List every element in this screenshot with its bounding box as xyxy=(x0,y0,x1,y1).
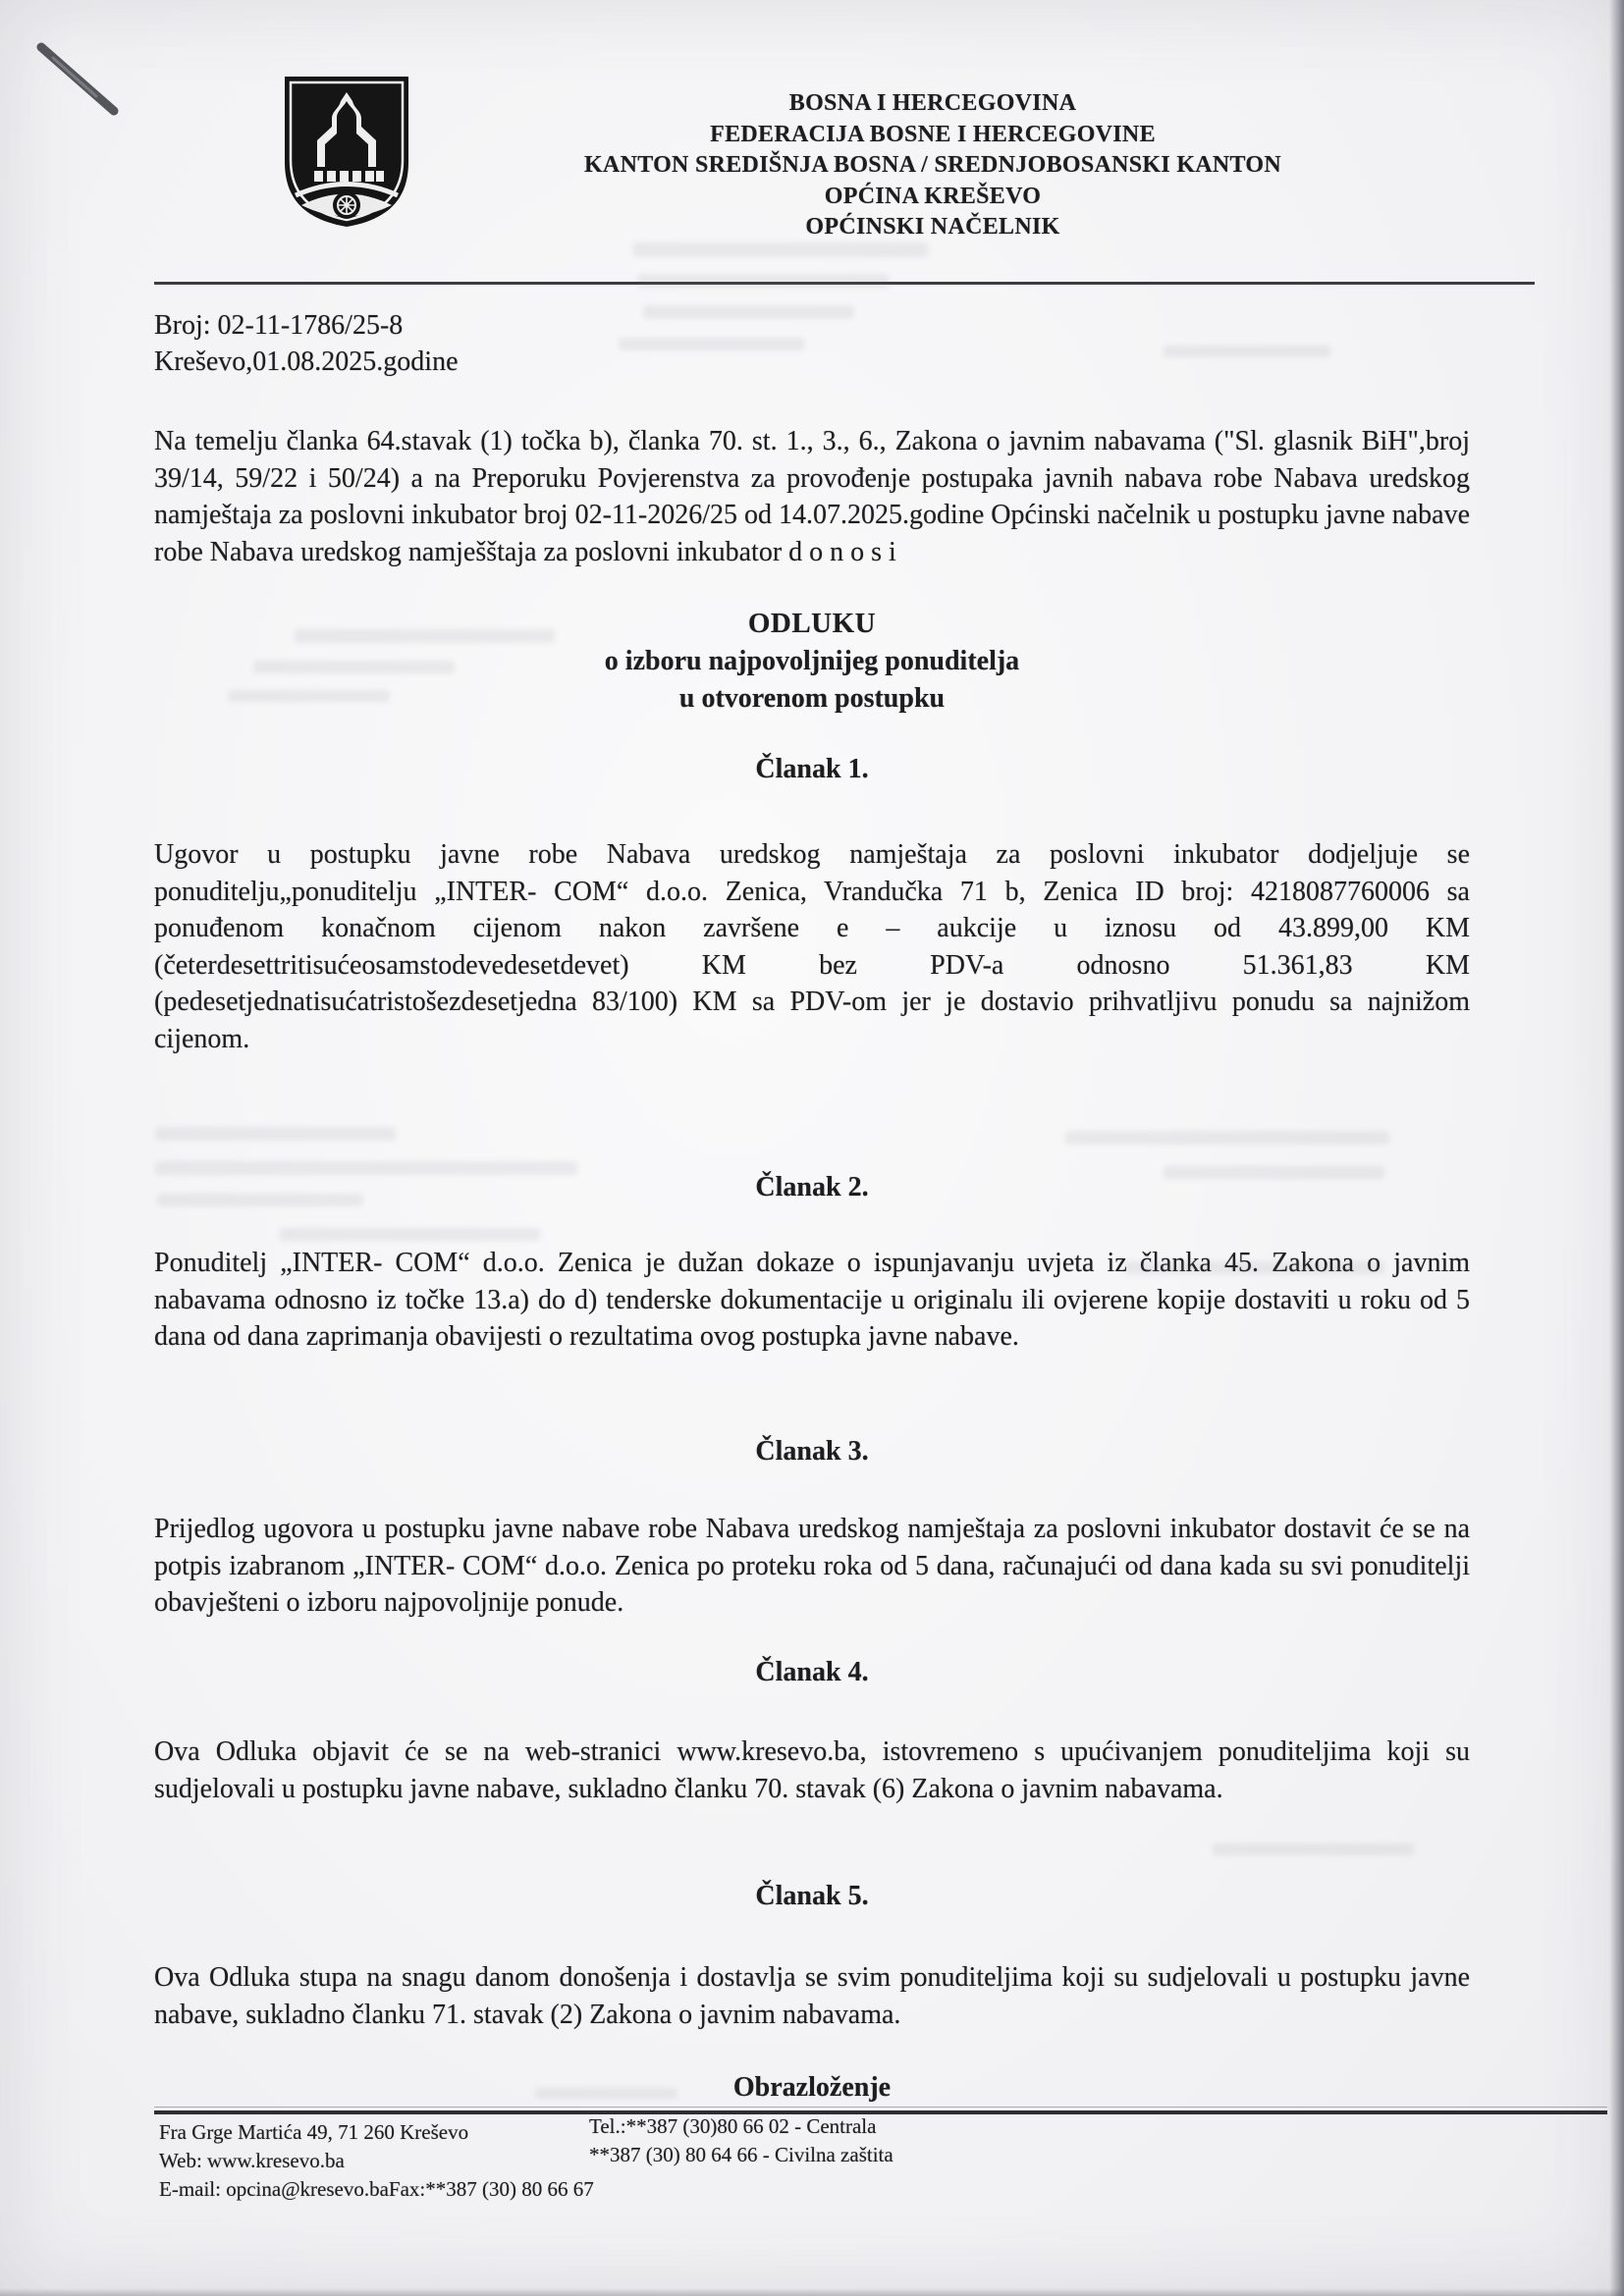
article-3-body: Prijedlog ugovora u postupku javne nabave robe Nabava uredskog namještaja za poslovni inkubator dostavit će se na potpis izabranom „INTER- COM“ d.o.o. Zenica po proteku roka od 5 dana, računajući od dana kada su svi ponuditelji obavješteni o izboru najpovoljnije ponude. xyxy=(154,1514,1470,1618)
article-1-heading: Članak 1. xyxy=(755,754,869,784)
footer-tel-centrala: Tel.:**387 (30)80 66 02 - Centrala xyxy=(589,2114,877,2138)
corner-pen-mark xyxy=(20,29,137,128)
decision-title: ODLUKU xyxy=(747,608,877,639)
obrazlozenje-heading: Obrazloženje xyxy=(732,2072,892,2103)
org-header xyxy=(412,88,1453,243)
article-1-body: Ugovor u postupku javne robe Nabava uredskog namještaja za poslovni inkubator dodjeljuje se ponuditelju„ponuditelju „INTER- COM“ d.o.o. Zenica, Vrandučka 71 b, Zenica ID broj: 4218087760006 sa ponuđenom konačnom cijenom nakon završene e – aukcije u iznosu od 43.899,00 KM (četerdesettritisućeosamstodevedesetdevet) KM bez PDV-a odnosno 51.361,83 KM (pedesetjednatisućatristošezdesetjedna 83/100) KM sa PDV-om jer je dostavio prihvatljivu ponudu sa najnižom cijenom. xyxy=(154,839,1470,1054)
bleed-through-artifact xyxy=(155,1127,396,1141)
bleed-through-artifact xyxy=(643,305,854,319)
bleed-through-artifact xyxy=(253,661,455,673)
bleed-through-artifact xyxy=(157,1194,363,1206)
article-3-heading: Članak 3. xyxy=(755,1436,869,1467)
article-4-heading: Članak 4. xyxy=(755,1657,869,1687)
decision-subtitle-2: u otvorenom postupku xyxy=(678,683,946,714)
org-line-mayor: OPĆINSKI NAČELNIK xyxy=(805,214,1060,240)
footer-address: Fra Grge Martića 49, 71 260 Kreševo xyxy=(159,2120,469,2144)
bleed-through-artifact xyxy=(1164,346,1330,357)
article-5-body: Ova Odluka stupa na snagu danom donošenja i dostavlja se svim ponuditeljima koji su sudjelovali u postupku javne nabave, sukladno članku 71. stavak (2) Zakona o javnim nabavama. xyxy=(154,1962,1470,2030)
org-line-federation: FEDERACIJA BOSNE I HERCEGOVINE xyxy=(710,121,1156,147)
bleed-through-artifact xyxy=(1065,1131,1389,1145)
bleed-through-artifact xyxy=(280,1228,540,1241)
bleed-through-artifact xyxy=(535,2088,677,2099)
doc-number: Broj: 02-11-1786/25-8 xyxy=(154,310,404,341)
bleed-through-artifact xyxy=(633,242,928,257)
footer-email-fax: E-mail: opcina@kresevo.baFax:**387 (30) 80 66 67 xyxy=(159,2177,594,2201)
article-4-body: Ova Odluka objavit će se na web-stranici www.kresevo.ba, istovremeno s upućivanjem ponuditeljima koji su sudjelovali u postupku javne nabave, sukladno članku 70. stavak (6) Zakona o javnim nabavama. xyxy=(154,1736,1470,1804)
footer-tel-civilna-zastita: **387 (30) 80 64 66 - Civilna zaštita xyxy=(589,2143,893,2166)
footer-right-column xyxy=(589,2112,893,2169)
decision-subtitle-1: o izboru najpovoljnijeg ponuditelja xyxy=(604,645,1020,676)
bleed-through-artifact xyxy=(619,338,805,350)
bleed-through-artifact xyxy=(295,629,555,643)
article-2-heading: Članak 2. xyxy=(755,1172,869,1202)
article-2-body: Ponuditelj „INTER- COM“ d.o.o. Zenica je dužan dokaze o ispunjavanju uvjeta iz članka 45. Zakona o javnim nabavama odnosno iz točke 13.a) do d) tenderske dokumentacije u originalu ili ovjerene kopije dostaviti u roku od 5 dana od dana zaprimanja obavijesti o rezultatima ovog postupka javne nabave. xyxy=(154,1248,1470,1352)
footer-rule-thin xyxy=(154,2107,1607,2108)
doc-place-date: Kreševo,01.08.2025.godine xyxy=(154,347,459,377)
org-line-canton: KANTON SREDIŠNJA BOSNA / SREDNJOBOSANSKI KANTON xyxy=(583,152,1282,178)
org-line-country: BOSNA I HERCEGOVINA xyxy=(788,90,1077,116)
preamble: Na temelju članka 64.stavak (1) točka b), članka 70. st. 1., 3., 6., Zakona o javnim nabavama ("Sl. glasnik BiH",broj 39/14, 59/22 i 50/24) a na Preporuku Povjerenstva za provođenje postupaka javnih nabava robe Nabava uredskog namještaja za poslovni inkubator broj 02-11-2026/25 od 14.07.2025.godine Općinski načelnik u postupku javne nabave robe Nabava uredskog namješštaja za poslovni inkubator d o n o s i xyxy=(154,426,1470,567)
kresevo-coat-of-arms-icon xyxy=(278,72,415,233)
bleed-through-artifact xyxy=(638,274,889,288)
scan-edge-right xyxy=(1609,0,1624,2296)
scan-edge-bottom xyxy=(0,2288,1624,2296)
bleed-through-artifact xyxy=(1213,1843,1414,1855)
bleed-through-artifact xyxy=(228,690,390,702)
doc-meta xyxy=(154,307,459,380)
footer-left-column xyxy=(159,2118,594,2204)
footer-web: Web: www.kresevo.ba xyxy=(159,2149,345,2172)
article-5-heading: Članak 5. xyxy=(755,1881,869,1911)
bleed-through-artifact xyxy=(155,1161,577,1175)
bleed-through-artifact xyxy=(1164,1166,1384,1179)
org-line-municipality: OPĆINA KREŠEVO xyxy=(824,183,1042,209)
bleed-through-artifact xyxy=(1124,1261,1384,1274)
